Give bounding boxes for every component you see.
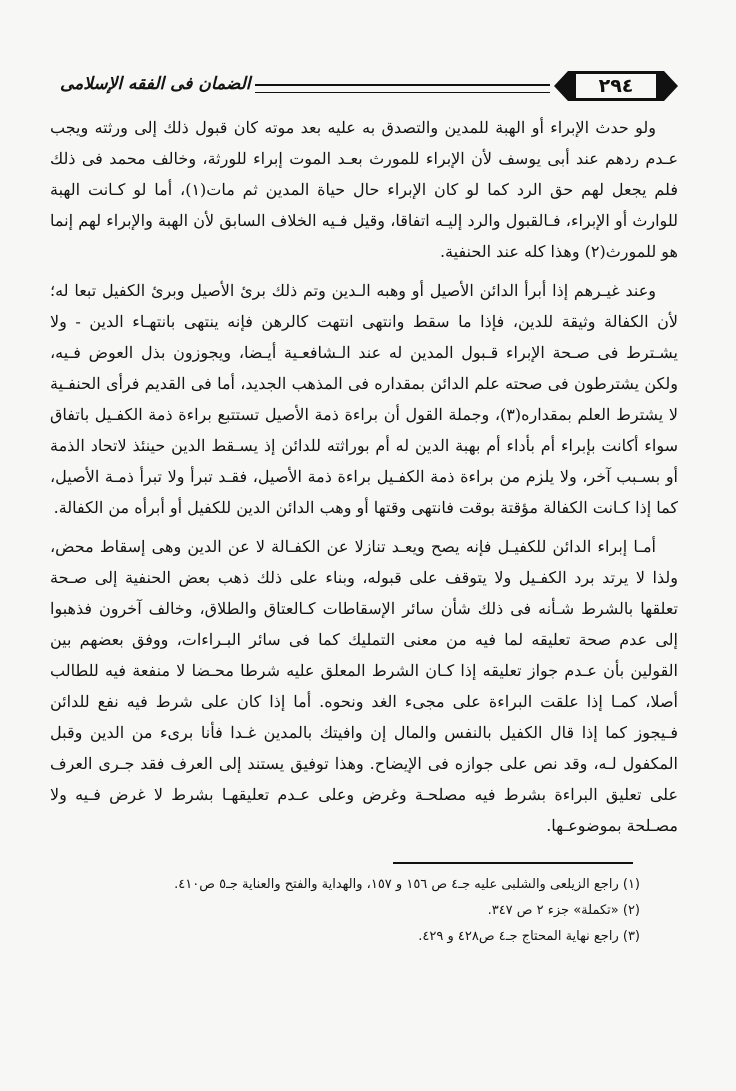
page-number: ٢٩٤ — [576, 74, 656, 98]
footnote-2: (٢) «تكملة» جزء ٢ ص ٣٤٧. — [487, 903, 640, 918]
footnote-1: (١) راجع الزيلعى والشلبى عليه جـ٤ ص ١٥٦ و ١٥٧، والهداية والفتح والعناية جـ٥ ص٤١٠. — [174, 877, 640, 892]
header-rule — [255, 84, 550, 93]
page-header — [50, 70, 682, 104]
footnote-separator — [393, 862, 633, 864]
running-title: الضمان فى الفقه الإسلامى — [60, 74, 251, 94]
paragraph-2: وعند غيـرهم إذا أبرأ الدائن الأصيل أو وهبه الـدين وتم ذلك برئ الأصيل وبرئ الكفيل تبعا له؛ لأن الكفالة وثيقة للدين، فإذا ما سقط وانتهى انتهت كالرهن فإنه ينتهى بانتهـاء الدين - ولا يشـترط فى صـحة الإبراء قـبول المدين له عند الـشافعـية أيـضا، ويجوزون بذل العوض فـيه، ولكن يشترطون فى صحته علم الدائن بمقداره فى المذهب الجديد، أما فى القديم فرأى الحنفـية لا يشترط العلم بمقداره(٣)، وجملة القول أن براءة ذمة الأصيل تستتبع براءة ذمة الكفـيل باتفاق سواء أكانت بإبراء أم بأداء أم بهبة الدين له أم بوراثته للدائن إذ يسـقط الدين حينئذ لاتحاد الذمة أو بسـبب آخر، ولا يلزم من براءة ذمة الكفـيل براءة ذمة الأصيل، فقـد تبرأ ولا تبرأ ذمـة الأصيل، كما إذا كـانت الكفالة مؤقتة بوقت فانتهى وقتها أو وهب الدائن الدين للكفيل أو أبرأه من الكفالة. — [50, 281, 679, 517]
paragraph-1: ولو حدث الإبراء أو الهبة للمدين والتصدق به عليه بعد موته كان قبول ذلك إلى ورثته ويجب عـدم ردهم عند أبى يوسف لأن الإبراء للمورث بعـد الموت إبراء للورثة، وخالف محمد فى ذلك فلم يجعل لهم حق الرد كما لو كان الإبراء حال حياة المدين ثم مات(١)، أما لو كـانت الهبة للوارث أو الإبراء، فـالقبول والرد إليـه اتفاقا، وقيل فـيه الخلاف السابق لأن الهبة والإبراء لهم إنما هو للمورث(٢) وهذا كله عند الحنفية. — [50, 118, 679, 261]
footnotes — [60, 872, 640, 950]
paragraph-3: أمـا إبراء الدائن للكفيـل فإنه يصح ويعـد تنازلا عن الكفـالة لا عن الدين وهى إسقاط محض، ولذا لا يرتد برد الكفـيل ولا يتوقف على قبوله، وبناء على ذلك ذهب بعض الحنفية إلى صـحة تعلقها بالشرط شـأنه فى ذلك شأن سائر الإسقاطات كـالعتاق والطلاق، وخالف آخرون فذهبوا إلى عدم صحة تعليقه لما فيه من معنى التمليك كما فى سائر البـراءات، ووفق بعضهم بين القولين بأن عـدم جواز تعليقه إذا كـان الشرط المعلق عليه شرطا محـضا لا منفعة فيه للطالب أصلا، كمـا إذا علقت البراءة على مجىء الغد ونحوه. أما إذا كان على شرط فيه نفع للدائن فـيجوز كما إذا قال الكفيل بالنفس والمال إن وافيتك بالمدين غـدا فأنا برىء من الدين وقبل المكفول لـه، وقد نص على جوازه فى الإيضاح. وهذا توفيق يستند إلى العرف فقد جـرى العرف على تعليق البراءة بشرط فيه مصلحـة وغرض وعلى عـدم تعليقهـا بشرط لا غرض فـيه ولا مصـلحة بموضوعـها. — [50, 537, 678, 835]
page-number-badge — [568, 71, 664, 101]
main-text — [50, 112, 678, 849]
footnote-3: (٣) راجع نهاية المحتاج جـ٤ ص٤٢٨ و ٤٢٩. — [418, 929, 640, 944]
